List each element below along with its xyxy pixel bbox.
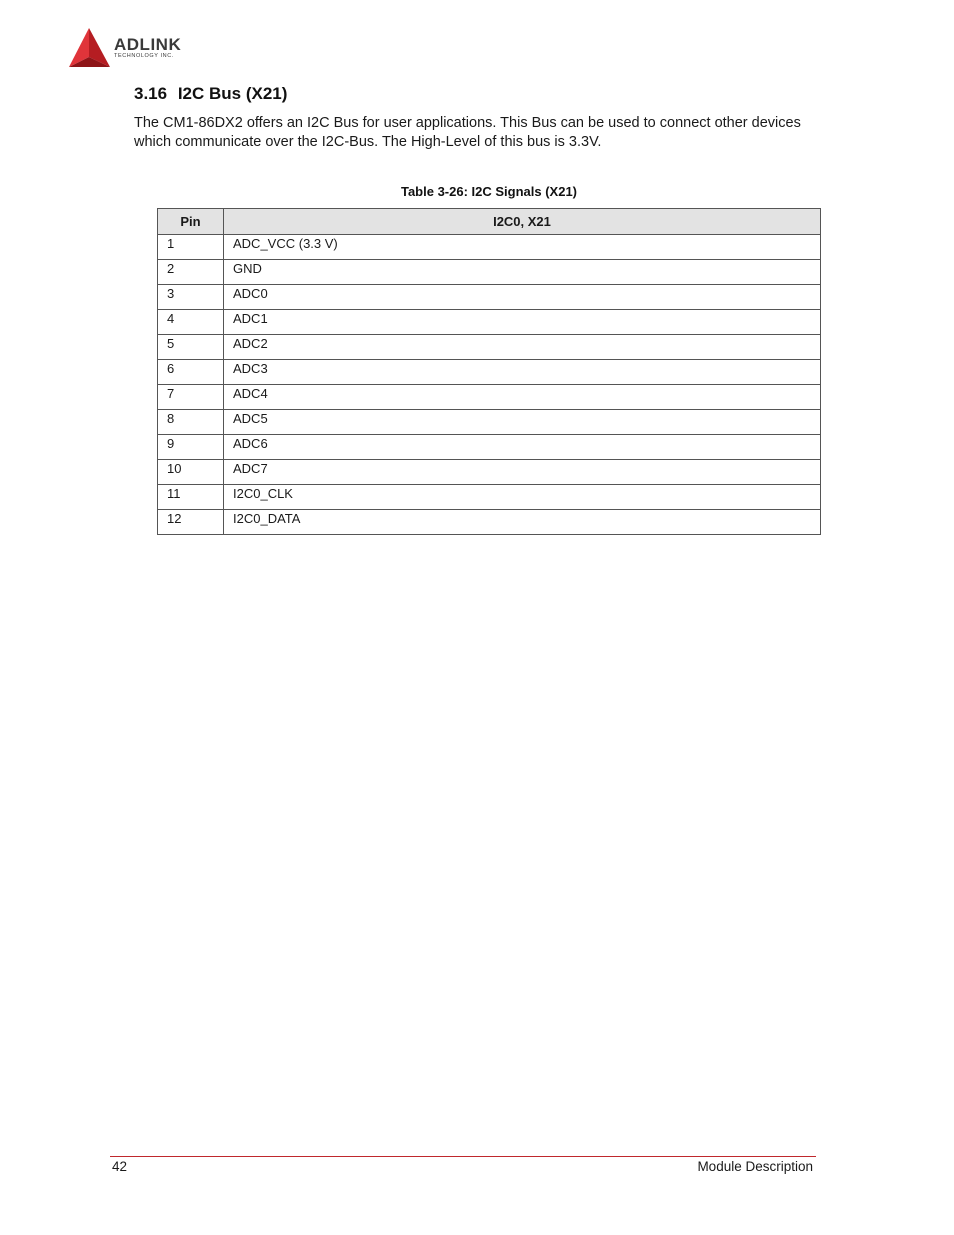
pin-cell: 10: [158, 460, 224, 485]
pin-cell: 4: [158, 310, 224, 335]
adlink-logo: [69, 27, 204, 71]
section-heading: [134, 84, 287, 104]
pin-cell: 9: [158, 435, 224, 460]
table-row: [158, 335, 821, 360]
pin-cell: 8: [158, 410, 224, 435]
pin-cell: 1: [158, 235, 224, 260]
signal-cell: ADC4: [224, 385, 821, 410]
pin-cell: 5: [158, 335, 224, 360]
signal-cell: ADC_VCC (3.3 V): [224, 235, 821, 260]
table-row: [158, 460, 821, 485]
table-row: [158, 310, 821, 335]
signal-cell: ADC3: [224, 360, 821, 385]
header-pin: Pin: [158, 209, 224, 235]
table-header-row: [158, 209, 821, 235]
logo-subtext: TECHNOLOGY INC.: [114, 53, 174, 59]
signal-cell: GND: [224, 260, 821, 285]
section-title: I2C Bus (X21): [177, 84, 288, 103]
signal-cell: I2C0_DATA: [224, 510, 821, 535]
table-row: [158, 360, 821, 385]
footer-rule: [110, 1156, 816, 1157]
pin-cell: 7: [158, 385, 224, 410]
table-row: [158, 235, 821, 260]
adlink-triangle-icon: [69, 27, 111, 69]
table-row: [158, 410, 821, 435]
table-row: [158, 285, 821, 310]
pin-cell: 2: [158, 260, 224, 285]
table-row: [158, 510, 821, 535]
footer-title: Module Description: [697, 1159, 813, 1174]
table-row: [158, 485, 821, 510]
signal-cell: ADC6: [224, 435, 821, 460]
signal-cell: ADC0: [224, 285, 821, 310]
pin-cell: 11: [158, 485, 224, 510]
header-signal: I2C0, X21: [224, 209, 821, 235]
signal-cell: ADC2: [224, 335, 821, 360]
table-row: [158, 385, 821, 410]
table-caption: Table 3-26: I2C Signals (X21): [400, 184, 578, 199]
table-row: [158, 260, 821, 285]
page-number: 42: [112, 1159, 128, 1174]
section-body: The CM1-86DX2 offers an I2C Bus for user applications. This Bus can be used to connect other devices which communicate over the I2C-Bus. The High-Level of this bus is 3.3V.: [134, 115, 801, 150]
signal-cell: ADC7: [224, 460, 821, 485]
signal-cell: ADC5: [224, 410, 821, 435]
pin-cell: 3: [158, 285, 224, 310]
table-row: [158, 435, 821, 460]
signal-cell: I2C0_CLK: [224, 485, 821, 510]
signal-cell: ADC1: [224, 310, 821, 335]
pin-cell: 12: [158, 510, 224, 535]
i2c-signals-table: [157, 208, 821, 535]
logo-wordmark: ADLINK: [114, 35, 182, 54]
section-number: 3.16: [134, 84, 168, 103]
pin-cell: 6: [158, 360, 224, 385]
